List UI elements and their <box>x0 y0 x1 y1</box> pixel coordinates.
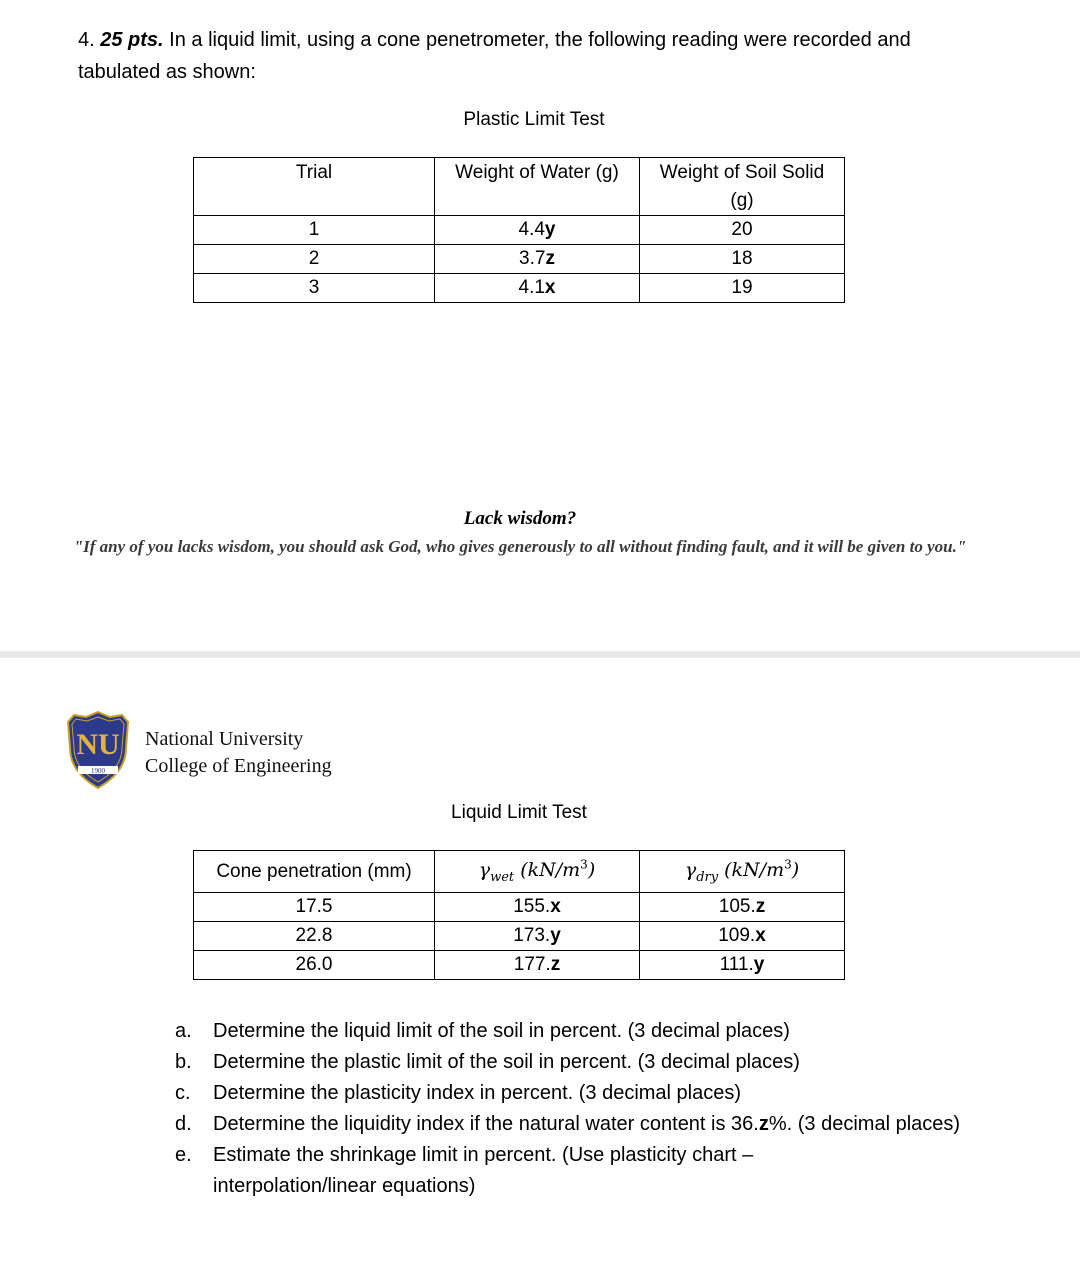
header-cone-penetration: Cone penetration (mm) <box>194 851 435 893</box>
logo-letters: NU <box>76 728 120 761</box>
question-text: In a liquid limit, using a cone penetrometer, the following reading were recorded and tabulated as shown: <box>78 29 911 83</box>
quote-text: "If any of you lacks wisdom, you should ask God, who gives generously to all without finding fault, and it will be given to you." <box>73 537 967 556</box>
university-name-block <box>145 726 332 780</box>
list-item <box>175 1109 1035 1140</box>
question-number: 4. <box>78 29 95 51</box>
wet-cell: 173.y <box>435 922 640 951</box>
task-text: Estimate the shrinkage limit in percent. (Use plasticity chart – interpolation/linear equations) <box>213 1144 754 1197</box>
water-cell: 4.4y <box>435 216 640 245</box>
trial-cell: 3 <box>194 274 435 303</box>
cone-cell: 17.5 <box>194 893 435 922</box>
table-row <box>194 951 845 980</box>
header-weight-water: Weight of Water (g) <box>435 158 640 216</box>
cone-cell: 26.0 <box>194 951 435 980</box>
liquid-limit-table <box>193 850 845 980</box>
university-name: National University <box>145 728 304 750</box>
task-text: Determine the plasticity index in percent. (3 decimal places) <box>213 1082 742 1104</box>
plastic-limit-table <box>193 157 845 303</box>
header-gamma-wet: $\gamma_{wet}$ $(kN/m^3)$ <box>435 851 640 893</box>
trial-cell: 2 <box>194 245 435 274</box>
task-list <box>175 1016 1035 1202</box>
question-intro <box>78 24 978 88</box>
quote-heading: Lack wisdom? <box>463 508 577 529</box>
solid-cell: 20 <box>640 216 845 245</box>
cone-cell: 22.8 <box>194 922 435 951</box>
water-cell: 4.1x <box>435 274 640 303</box>
header-weight-solid: Weight of Soil Solid (g) <box>640 158 845 216</box>
solid-cell: 18 <box>640 245 845 274</box>
task-text: Determine the plastic limit of the soil in percent. (3 decimal places) <box>213 1051 800 1073</box>
logo-year: 1900 <box>91 767 105 775</box>
dry-cell: 109.x <box>640 922 845 951</box>
trial-cell: 1 <box>194 216 435 245</box>
page-divider <box>0 651 1080 658</box>
dry-cell: 111.y <box>640 951 845 980</box>
university-logo <box>66 710 130 790</box>
question-points: 25 pts. <box>100 29 164 51</box>
list-item <box>175 1047 1035 1078</box>
college-name: College of Engineering <box>145 755 332 777</box>
header-gamma-dry: $\gamma_{dry}$ $(kN/m^3)$ <box>640 851 845 893</box>
list-item <box>175 1078 1035 1109</box>
task-letter: b. <box>175 1051 192 1073</box>
task-text: Determine the liquidity index if the natural water content is 36.z%. (3 decimal places) <box>213 1113 961 1135</box>
solid-cell: 19 <box>640 274 845 303</box>
water-cell: 3.7z <box>435 245 640 274</box>
task-letter: c. <box>175 1082 191 1104</box>
table-row <box>194 274 845 303</box>
wet-cell: 155.x <box>435 893 640 922</box>
list-item <box>175 1016 1035 1047</box>
table-row <box>194 893 845 922</box>
table-row <box>194 216 845 245</box>
wet-cell: 177.z <box>435 951 640 980</box>
task-letter: d. <box>175 1113 192 1135</box>
list-item <box>175 1140 1035 1202</box>
dry-cell: 105.z <box>640 893 845 922</box>
task-letter: a. <box>175 1020 192 1042</box>
task-letter: e. <box>175 1144 192 1166</box>
plastic-limit-title: Plastic Limit Test <box>463 109 605 130</box>
task-text: Determine the liquid limit of the soil in percent. (3 decimal places) <box>213 1020 790 1042</box>
table-row <box>194 245 845 274</box>
header-trial: Trial <box>194 158 435 216</box>
table-row <box>194 922 845 951</box>
liquid-limit-title: Liquid Limit Test <box>451 802 587 823</box>
